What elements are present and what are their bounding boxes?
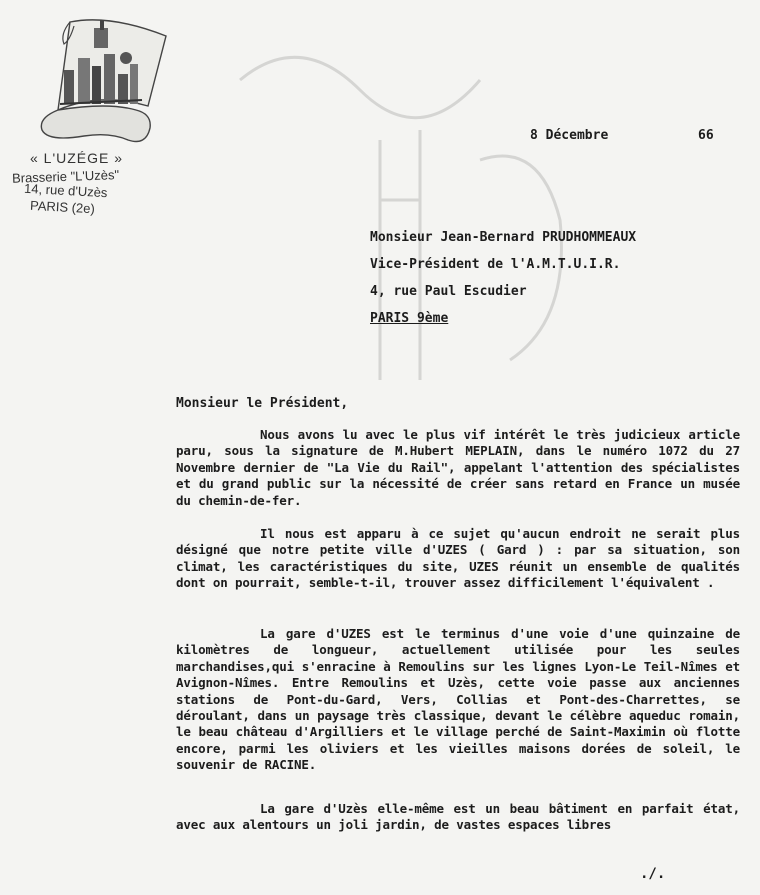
letterhead-city: PARIS (2e) xyxy=(29,197,96,217)
recipient-name: Monsieur Jean-Bernard PRUDHOMMEAUX xyxy=(370,230,637,245)
body-paragraph-4: La gare d'Uzès elle-même est un beau bâtiment en parfait état, avec aux alentours un joli jardin, de vastes espaces libres xyxy=(176,801,740,833)
letterhead-name: « L'UZÉGE » xyxy=(30,150,124,166)
letterhead-street: 14, rue d'Uzès xyxy=(23,180,108,201)
recipient-address xyxy=(370,224,636,332)
body-paragraph-2: Il nous est apparu à ce sujet qu'aucun endroit ne serait plus désigné que notre petite ville d'UZES ( Gard ) : par sa situation, son climat, les caractéristiques du site, UZES réunit un ensemble de qualités dont on pourrait, semble-t-il, trouver assez difficilement l'équivalent . xyxy=(176,526,740,591)
body-paragraph-3: La gare d'UZES est le terminus d'une voie d'une quinzaine de kilomètres de longueur, actuellement utilisée pour les seules marchandises,qui s'enracine à Remoulins sur les lignes Lyon-Le Teil-Nîmes et Avignon-Nîmes. Entre Remoulins et Uzès, cette voie passe aux anciennes stations de Pont-du-Gard, Vers, Collias et Pont-des-Charrettes, se déroulant, dans un paysage très classique, devant le célèbre aqueduc romain, le beau château d'Argilliers et le village perché de Saint-Maximin où flotte encore, parmi les oliviers et les vieilles maisons dorées de soleil, le souvenir de RACINE. xyxy=(176,626,740,773)
letterhead xyxy=(0,150,160,218)
watermark-drawing xyxy=(180,20,640,400)
letter-year: 66 xyxy=(698,128,714,143)
brasserie-logo xyxy=(30,14,180,149)
recipient-title: Vice-Président de l'A.M.T.U.I.R. xyxy=(370,257,621,272)
body-paragraph-1: Nous avons lu avec le plus vif intérêt le très judicieux article paru, sous la signature de M.Hubert MEPLAIN, dans le numéro 1072 du 27 Novembre dernier de "La Vie du Rail", appelant l'attention des spécialistes et du grand public sur la nécessité de créer sans retard en France un musée du chemin-de-fer. xyxy=(176,427,740,508)
salutation: Monsieur le Président, xyxy=(176,396,349,411)
recipient-city: PARIS 9ème xyxy=(370,311,449,326)
letterhead-brasserie: Brasserie "L'Uzès" xyxy=(11,167,120,186)
recipient-street: 4, rue Paul Escudier xyxy=(370,284,527,299)
letter-date: 8 Décembre xyxy=(530,128,609,143)
continuation-mark: ./. xyxy=(640,866,666,882)
